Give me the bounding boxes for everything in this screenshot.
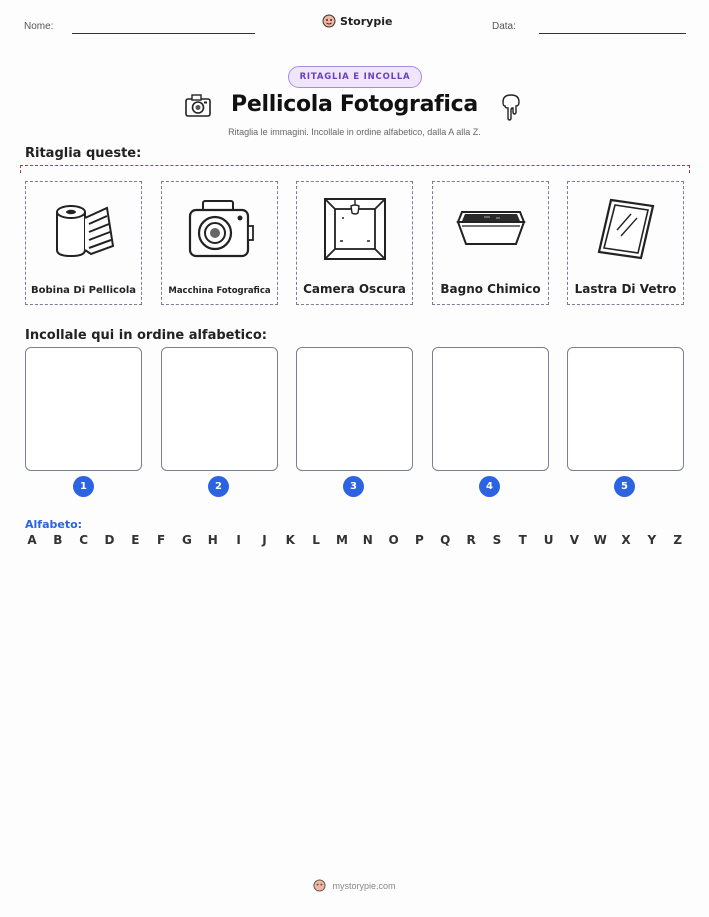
alphabet-letter: H [207, 533, 218, 547]
paste-box-5[interactable] [567, 347, 684, 471]
number-badge-1: 1 [73, 476, 94, 497]
alphabet-letter: V [569, 533, 580, 547]
card-label: Camera Oscura [303, 282, 406, 296]
brand-name: Storypie [340, 14, 393, 28]
number-badge-3: 3 [343, 476, 364, 497]
alphabet-letter: T [518, 533, 527, 547]
storypie-mascot-icon [313, 879, 326, 892]
alphabet-letter: E [131, 533, 140, 547]
card-label: Bobina Di Pellicola [30, 285, 136, 296]
cut-card-darkroom[interactable] [296, 181, 413, 305]
alphabet-letter: L [312, 533, 320, 547]
name-line[interactable] [72, 33, 255, 34]
alphabet-letter: I [236, 533, 241, 547]
glass-plate-icon [593, 196, 659, 262]
cut-section-heading: Ritaglia queste: [25, 146, 142, 161]
brand-logo [322, 14, 392, 28]
alphabet-letter: M [335, 533, 348, 547]
alphabet-row [25, 533, 685, 547]
alphabet-letter: A [27, 533, 37, 547]
spilled-developer-icon [499, 92, 523, 122]
alphabet-letter: C [79, 533, 89, 547]
number-badge-2: 2 [208, 476, 229, 497]
cut-card-camera[interactable] [161, 181, 278, 305]
number-badge-5: 5 [614, 476, 635, 497]
alphabet-heading: Alfabeto: [25, 518, 83, 531]
alphabet-letter: J [262, 533, 267, 547]
alphabet-letter: O [388, 533, 399, 547]
cut-card-glass-plate[interactable] [567, 181, 684, 305]
chemical-tray-icon [454, 204, 528, 254]
camera-icon [185, 196, 255, 262]
alphabet-letter: Q [440, 533, 451, 547]
alphabet-letter: N [362, 533, 373, 547]
alphabet-letter: Y [647, 533, 657, 547]
page-title: Pellicola Fotografica [231, 92, 478, 117]
alphabet-letter: D [104, 533, 115, 547]
cut-card-film-roll[interactable] [25, 181, 142, 305]
card-label: Bagno Chimico [440, 282, 541, 296]
darkroom-icon [322, 196, 388, 262]
cut-card-chemical-tray[interactable] [432, 181, 549, 305]
alphabet-letter: B [53, 533, 63, 547]
alphabet-letter: F [157, 533, 166, 547]
paste-box-3[interactable] [296, 347, 413, 471]
alphabet-letter: Z [673, 533, 683, 547]
alphabet-letter: U [543, 533, 554, 547]
alphabet-letter: X [621, 533, 631, 547]
alphabet-letter: R [466, 533, 476, 547]
paste-box-2[interactable] [161, 347, 278, 471]
instructions: Ritaglia le immagini. Incollale in ordine alfabetico, dalla A alla Z. [228, 127, 481, 137]
card-label: Macchina Fotografica [168, 286, 271, 296]
date-line[interactable] [539, 33, 686, 34]
alphabet-letter: S [492, 533, 502, 547]
footer-url[interactable]: mystorypie.com [332, 880, 396, 891]
alphabet-letter: G [182, 533, 192, 547]
alphabet-letter: K [285, 533, 295, 547]
alphabet-letter: P [415, 533, 424, 547]
paste-box-4[interactable] [432, 347, 549, 471]
paste-box-1[interactable] [25, 347, 142, 471]
card-label: Lastra Di Vetro [574, 282, 677, 296]
storypie-mascot-icon [322, 14, 336, 28]
film-roll-icon [49, 196, 119, 262]
footer [0, 879, 709, 892]
date-label: Data: [492, 21, 516, 32]
number-badge-4: 4 [479, 476, 500, 497]
name-label: Nome: [24, 21, 54, 32]
cut-dashed-line [20, 165, 690, 173]
activity-badge: RITAGLIA E INCOLLA [288, 66, 422, 88]
alphabet-letter: W [593, 533, 607, 547]
paste-section-heading: Incollale qui in ordine alfabetico: [25, 328, 267, 343]
